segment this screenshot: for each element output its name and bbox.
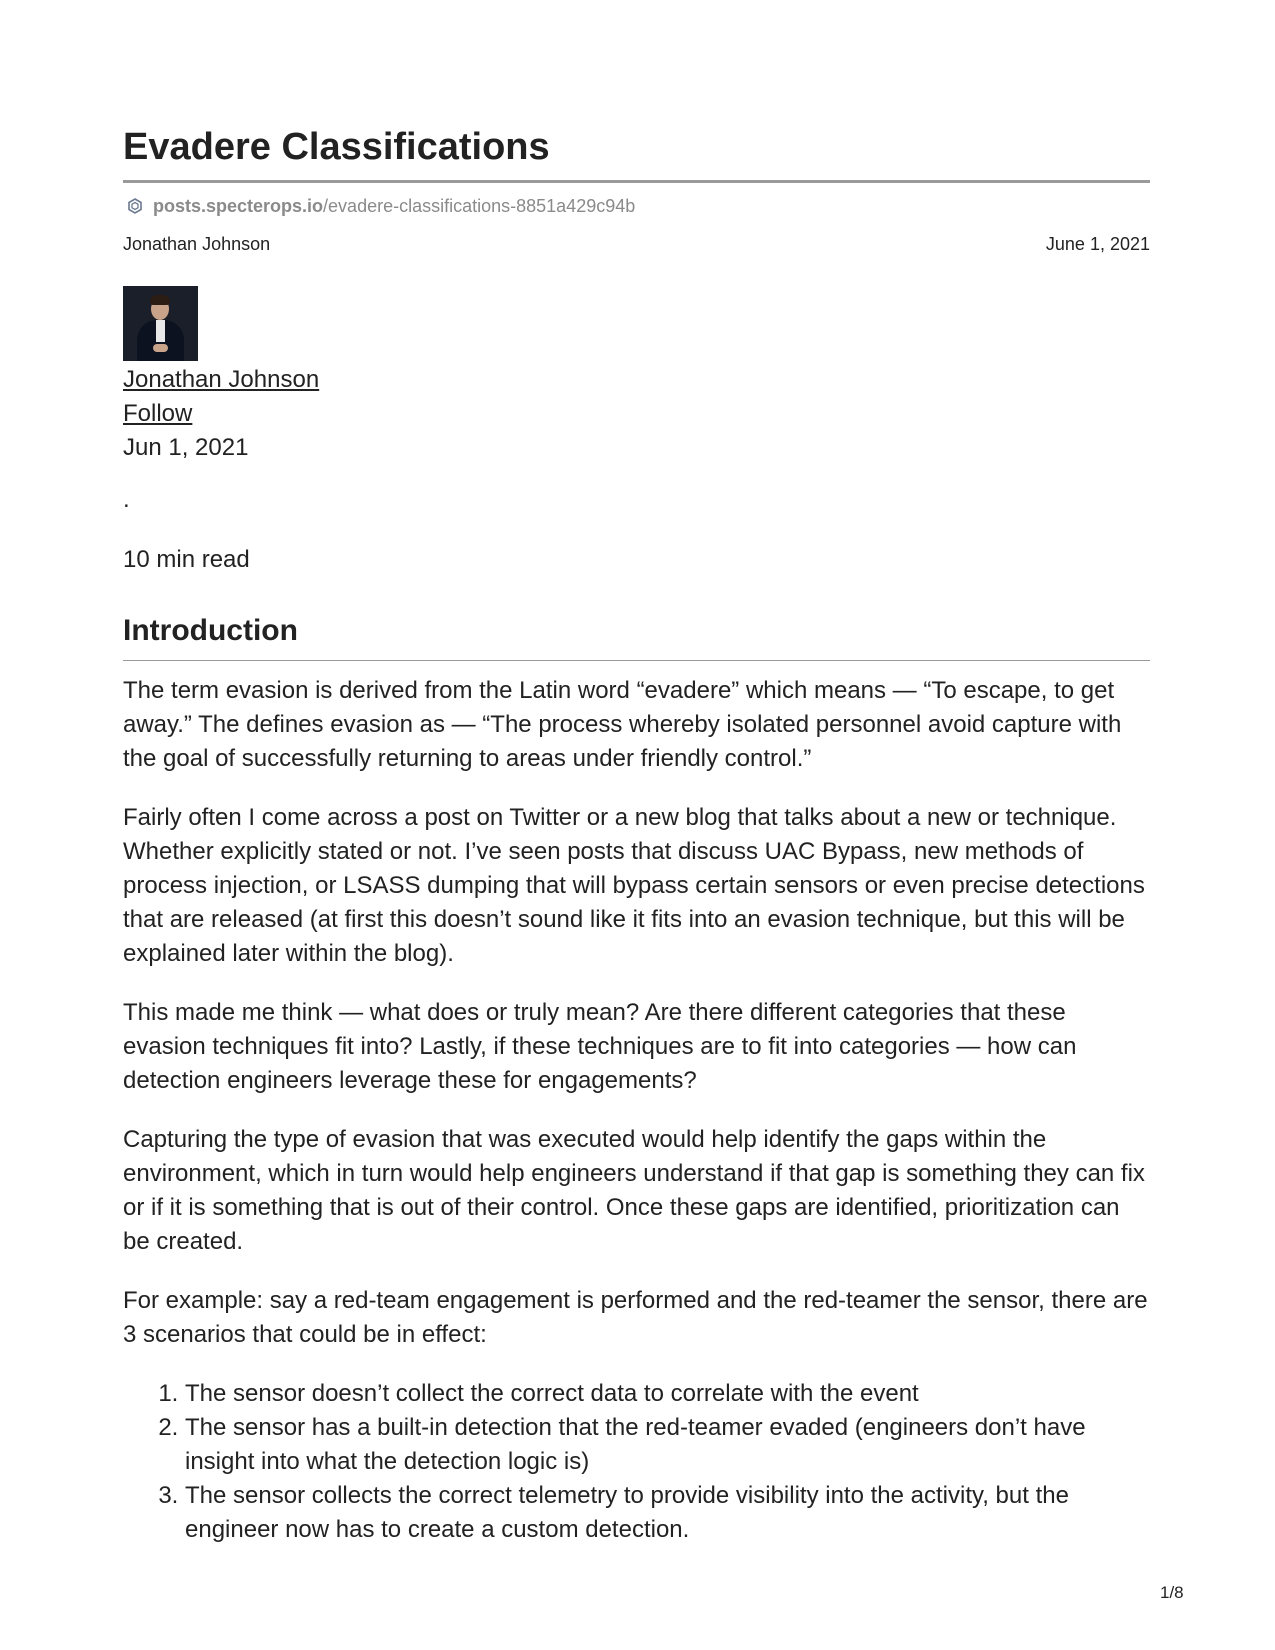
title-divider [123,180,1150,183]
list-item: 3. The sensor collects the correct telemetry to provide visibility into the activity, but the engineer now has to create a custom detection. [185,1479,1150,1547]
source-domain: posts.specterops.io [153,195,324,216]
article [123,124,1150,1547]
meta-author: Jonathan Johnson [123,234,271,254]
read-time: 10 min read [123,546,250,573]
scenario-list [123,1377,1150,1547]
publish-date: Jun 1, 2021 [123,434,249,461]
meta-row [123,232,1150,256]
page-number: 1/8 [1160,1583,1184,1602]
follow-link[interactable]: Follow [123,400,193,427]
paragraph: For example: say a red-team engagement is performed and the red-teamer the sensor, there are 3 scenarios that could be in effect: [123,1287,1148,1348]
paragraph: This made me think — what does or truly mean? Are there different categories that these evasion techniques fit into? Lastly, if these techniques are to fit into categories — how can detection engineers leverage these for engagements? [123,999,1077,1094]
section-divider [123,660,1150,661]
paragraph: The term evasion is derived from the Latin word “evadere” which means — “To escape, to get away.” The defines evasion as — “The process whereby isolated personnel avoid capture with the goal of successfully returning to areas under friendly control.” [123,677,1122,772]
page-title: Evadere Classifications [123,126,550,168]
list-item: 1. The sensor doesn’t collect the correct data to correlate with the event [185,1377,1150,1411]
list-item: 2. The sensor has a built-in detection that the red-teamer evaded (engineers don’t have insight into what the detection logic is) [185,1411,1150,1479]
source-path: /evadere-classifications-8851a429c94b [323,195,636,216]
section-heading-introduction: Introduction [123,614,298,647]
site-favicon-icon [127,198,143,214]
avatar[interactable] [123,286,198,361]
paragraph: Capturing the type of evasion that was executed would help identify the gaps within the environment, which in turn would help engineers understand if that gap is something they can fix or if it is something that is out of their control. Once these gaps are identified, prioritization can be created. [123,1126,1145,1255]
paragraph: Fairly often I come across a post on Twitter or a new blog that talks about a new or technique. Whether explicitly stated or not. I’ve seen posts that discuss UAC Bypass, new methods of process injection, or LSASS dumping that will bypass certain sensors or even precise detections that are released (at first this doesn’t sound like it fits into an evasion technique, but this will be explained later within the blog). [123,804,1145,967]
meta-separator: . [123,486,130,513]
source-url[interactable] [123,194,1150,218]
author-link[interactable]: Jonathan Johnson [123,366,320,393]
meta-date: June 1, 2021 [1045,234,1150,254]
